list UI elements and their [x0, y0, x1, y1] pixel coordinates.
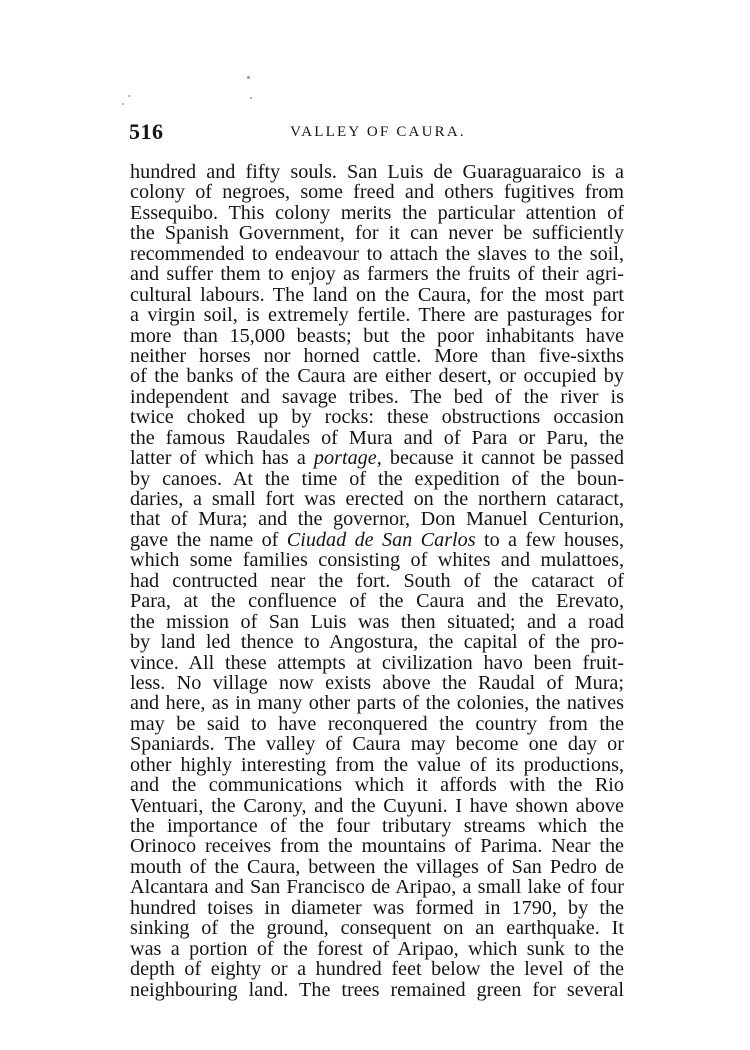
- text-line: Spaniards. The valley of Caura may become one day or: [130, 733, 624, 756]
- text-line: recommended to endeavour to attach the slaves to the soil,: [130, 242, 624, 265]
- text-line: Ventuari, the Carony, and the Cuyuni. I have shown above: [130, 794, 624, 817]
- text-line: by canoes. At the time of the expedition of the boun-: [130, 467, 624, 490]
- text-line: less. No village now exists above the Raudal of Mura;: [130, 671, 624, 694]
- text-line: and the communications which it affords with the Rio: [130, 774, 624, 797]
- text-line: other highly interesting from the value of its productions,: [130, 753, 624, 776]
- text-line: was a portion of the forest of Aripao, which sunk to the: [130, 937, 624, 960]
- text-line: a virgin soil, is extremely fertile. There are pasturages for: [130, 304, 624, 327]
- text-line: Orinoco receives from the mountains of Parima. Near the: [130, 835, 624, 858]
- text-line: cultural labours. The land on the Caura, for the most part: [130, 283, 624, 306]
- text-line: Para, at the confluence of the Caura and the Erevato,: [130, 590, 624, 613]
- text-line: latter of which has a portage, because it cannot be passed: [130, 447, 624, 470]
- text-line: and here, as in many other parts of the colonies, the natives: [130, 692, 624, 715]
- running-head: VALLEY OF CAURA.: [290, 124, 466, 140]
- text-line: more than 15,000 beasts; but the poor inhabitants have: [130, 324, 624, 347]
- body-text: [130, 162, 624, 1000]
- text-line: depth of eighty or a hundred feet below the level of the: [130, 958, 624, 981]
- text-line: Essequibo. This colony merits the particular attention of: [130, 201, 624, 224]
- text-line: Alcantara and San Francisco de Aripao, a small lake of four: [130, 876, 624, 899]
- text-line: which some families consisting of whites and mulattoes,: [130, 549, 624, 572]
- text-line: gave the name of Ciudad de San Carlos to a few houses,: [130, 528, 624, 551]
- text-line: the famous Raudales of Mura and of Para or Paru, the: [130, 426, 624, 449]
- text-line: and suffer them to enjoy as farmers the fruits of their agri-: [130, 263, 624, 286]
- text-line: the mission of San Luis was then situated; and a road: [130, 610, 624, 633]
- text-line: may be said to have reconquered the country from the: [130, 712, 624, 735]
- text-line: neighbouring land. The trees remained green for several: [130, 978, 624, 1001]
- page-number: 516: [129, 119, 164, 144]
- text-line: vince. All these attempts at civilization havo been fruit-: [130, 651, 624, 674]
- italic-phrase: Ciudad de San Carlos: [286, 528, 476, 551]
- text-line: hundred and fifty souls. San Luis de Guaraguaraico is a: [130, 161, 624, 183]
- page-header: [129, 118, 627, 146]
- text-line: hundred toises in diameter was formed in 1790, by the: [130, 896, 624, 919]
- text-line: colony of negroes, some freed and others fugitives from: [130, 181, 624, 204]
- text-line: of the banks of the Caura are either desert, or occupied by: [130, 365, 624, 388]
- text-line: twice choked up by rocks: these obstructions occasion: [130, 406, 624, 429]
- text-line: neither horses nor horned cattle. More than five-sixths: [130, 344, 624, 367]
- text-line: independent and savage tribes. The bed of the river is: [130, 385, 624, 408]
- text-line: had contructed near the fort. South of the cataract of: [130, 569, 624, 592]
- text-line: the importance of the four tributary streams which the: [130, 815, 624, 837]
- text-line: the Spanish Government, for it can never be sufficiently: [130, 222, 624, 245]
- text-line: by land led thence to Angostura, the capital of the pro-: [130, 631, 624, 654]
- text-line: sinking of the ground, consequent on an earthquake. It: [130, 917, 624, 940]
- text-line: mouth of the Caura, between the villages of San Pedro de: [130, 855, 624, 878]
- italic-phrase: portage: [313, 447, 377, 470]
- text-line: daries, a small fort was erected on the northern cataract,: [130, 488, 624, 510]
- text-line: that of Mura; and the governor, Don Manuel Centurion,: [130, 508, 624, 531]
